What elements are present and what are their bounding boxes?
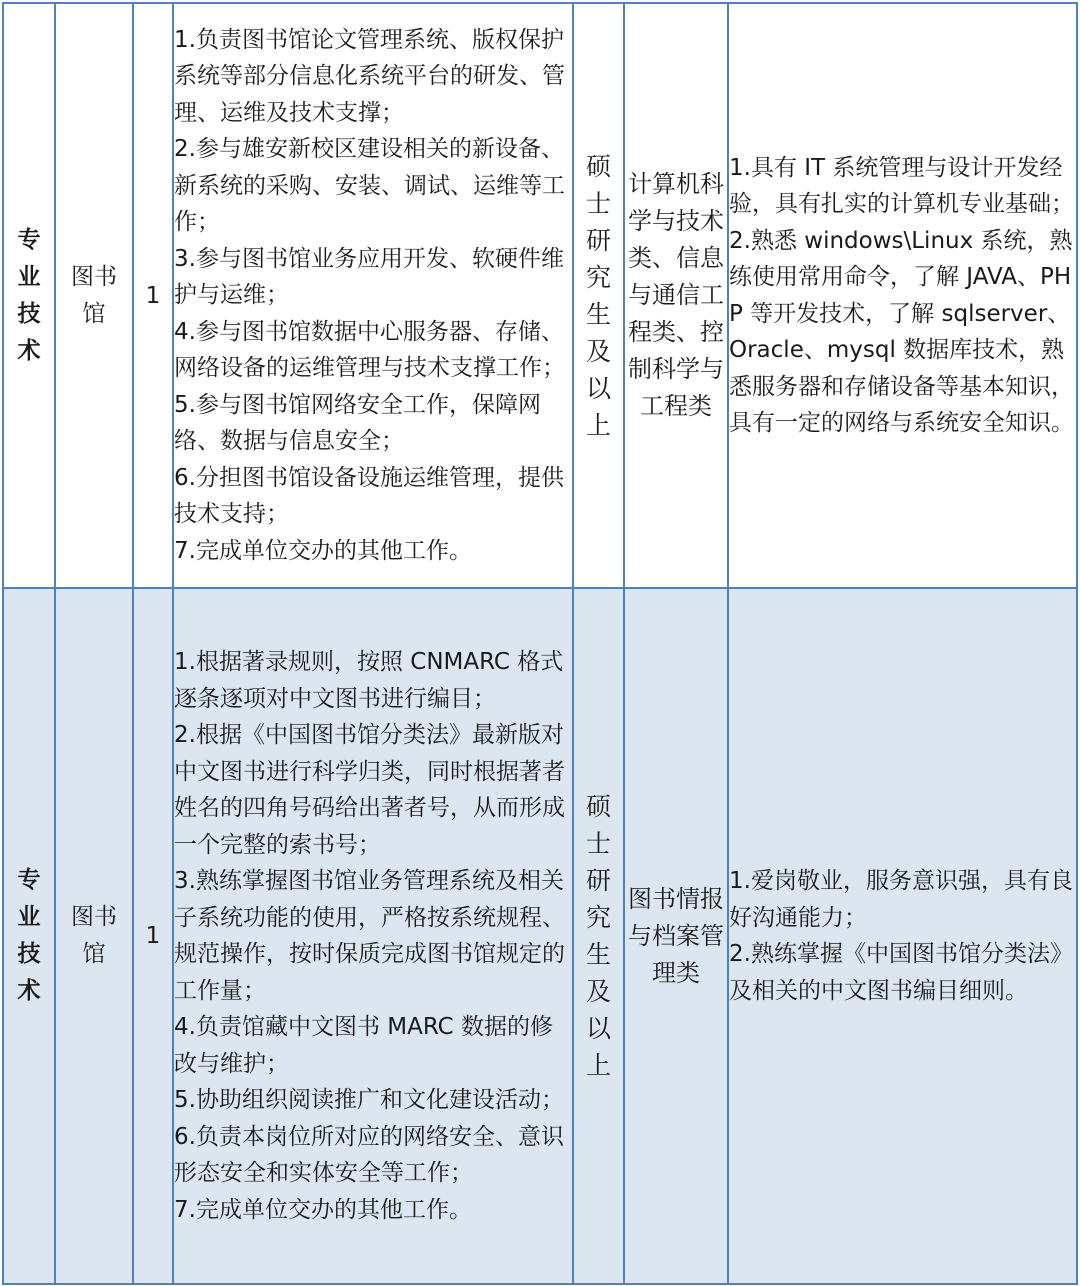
duty-item: 5.参与图书馆网络安全工作，保障网络、数据与信息安全； [174, 391, 541, 455]
table-row [3, 3, 1077, 588]
major-cell: 计算机科学与技术类、信息与通信工程类、控制科学与工程类 [624, 3, 728, 588]
requirement-item: 2.熟练掌握《中国图书馆分类法》及相关的中文图书编目细则。 [729, 941, 1073, 1004]
category-cell: 专业技术 [3, 3, 55, 588]
job-table [2, 2, 1078, 1285]
duty-item: 2.根据《中国图书馆分类法》最新版对中文图书进行科学归类，同时根据著者姓名的四角号码给出著者号，从而形成一个完整的索书号； [174, 722, 565, 858]
table-row [3, 588, 1077, 1284]
duty-item: 4.参与图书馆数据中心服务器、存储、网络设备的运维管理与技术支撑工作； [174, 318, 565, 382]
duty-item: 3.熟练掌握图书馆业务管理系统及相关子系统功能的使用，严格按系统规程、规范操作，按时保质完成图书馆规定的工作量； [174, 868, 565, 1004]
duty-item: 3.参与图书馆业务应用开发、软硬件维护与运维； [174, 245, 564, 309]
headcount-cell: 1 [133, 588, 173, 1284]
requirement-item: 1.爱岗敬业，服务意识强，具有良好沟通能力； [729, 868, 1073, 931]
duty-item: 6.分担图书馆设备设施运维管理，提供技术支持； [174, 464, 564, 528]
duties-cell [173, 3, 573, 588]
headcount-cell: 1 [133, 3, 173, 588]
major-cell: 图书情报与档案管理类 [624, 588, 728, 1284]
duty-item: 5.协助组织阅读推广和文化建设活动； [174, 1087, 564, 1113]
department-cell: 图书馆 [55, 588, 133, 1284]
duties-cell [173, 588, 573, 1284]
duty-item: 6.负责本岗位所对应的网络安全、意识形态安全和实体安全等工作； [174, 1123, 564, 1186]
education-cell: 硕士研究生及以上 [573, 3, 624, 588]
duty-item: 4.负责馆藏中文图书 MARC 数据的修改与维护； [174, 1014, 554, 1077]
duty-item: 7.完成单位交办的其他工作。 [174, 1196, 472, 1223]
requirements-cell [728, 588, 1077, 1284]
education-cell: 硕士研究生及以上 [573, 588, 624, 1284]
duty-item: 2.参与雄安新校区建设相关的新设备、新系统的采购、安装、调试、运维等工作； [174, 136, 565, 236]
duty-item: 1.负责图书馆论文管理系统、版权保护系统等部分信息化系统平台的研发、管理、运维及技术支撑； [174, 26, 565, 126]
duty-item: 1.根据著录规则，按照 CNMARC 格式逐条逐项对中文图书进行编目； [174, 649, 564, 712]
category-cell: 专业技术 [3, 588, 55, 1284]
requirement-item: 2.熟悉 windows\Linux 系统，熟练使用常用命令，了解 JAVA、PHP 等开发技术，了解 sqlserver、Oracle、mysql 数据库技术，熟悉服务器和存储设备等基本知识，具有一定的网络与系统安全知识。 [729, 227, 1074, 436]
requirements-cell [728, 3, 1077, 588]
requirement-item: 1.具有 IT 系统管理与设计开发经验，具有扎实的计算机专业基础； [729, 154, 1074, 217]
department-cell: 图书馆 [55, 3, 133, 588]
duty-item: 7.完成单位交办的其他工作。 [174, 537, 472, 564]
